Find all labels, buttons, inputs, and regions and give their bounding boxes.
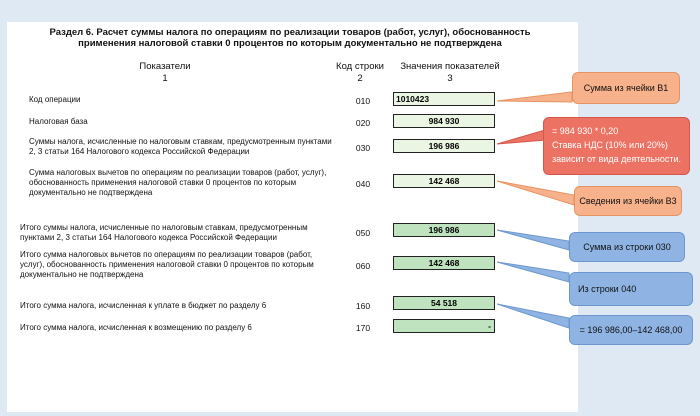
row-label-040: Сумма налоговых вычетов по операциям по реализации товаров (работ, услуг), обоснованность применения налоговой ставки 0 процентов по которым документально не подтверждена [29,168,327,197]
row-code-160: 160 [355,301,371,311]
callout-vat-formula [543,117,690,175]
row-value-050[interactable]: 196 986 [393,223,495,237]
title-line-1: Раздел 6. Расчет суммы налога по операциям по реализации товаров (работ, услуг), обоснованность [49,27,531,38]
row-value-160[interactable]: 54 518 [393,296,495,310]
row-code-050: 050 [355,228,371,238]
row-code-010: 010 [355,96,371,106]
callout-source-b1 [572,72,680,104]
row-label-050: Итого суммы налога, исчисленные по налоговым ставкам, предусмотренным пунктами 2, 3 статьи 164 Налогового кодекса Российской Федерации [20,223,308,242]
section-title [40,27,540,49]
row-label-170: Итого сумма налога, исчисленная к возмещению по разделу 6 [20,323,252,332]
callout-from-040-text: Из строки 040 [578,284,637,294]
callout-difference-text: = 196 986,00–142 468,00 [579,325,683,335]
row-label-020: Налоговая база [29,117,88,126]
header-num-2: 2 [357,73,363,84]
callout-from-030-text: Сумма из строки 030 [583,242,671,252]
callout-vat-formula-line2: Ставка НДС (10% или 20%) зависит от вида деятельности. [552,140,682,164]
callout-source-b3 [574,186,682,216]
callout-from-030 [569,232,685,262]
row-value-060[interactable]: 142 468 [393,256,495,270]
row-code-040: 040 [355,179,371,189]
row-value-040[interactable]: 142 468 [393,174,495,188]
row-label-160: Итого сумма налога, исчисленная к уплате в бюджет по разделу 6 [20,301,267,310]
header-indicators: Показатели [139,61,191,72]
callout-from-040 [569,272,693,306]
row-code-060: 060 [355,261,371,271]
row-label-030: Суммы налога, исчисленные по налоговым ставкам, предусмотренным пунктами 2, 3 статьи 164 Налогового кодекса Российской Федерации [29,137,332,156]
row-value-170[interactable]: - [393,319,495,333]
callout-source-b3-text: Сведения из ячейки В3 [579,196,677,206]
header-code: Код строки [336,61,384,72]
row-value-030[interactable]: 196 986 [393,139,495,153]
row-value-010[interactable]: 1010423 [393,92,495,106]
header-values: Значения показателей [400,61,500,72]
header-num-1: 1 [162,73,168,84]
title-line-2: применения налоговой ставки 0 процентов по которым документально не подтверждена [78,38,502,49]
header-num-3: 3 [447,73,453,84]
callout-difference [569,315,693,345]
callout-vat-formula-line1: = 984 930 * 0,20 [552,126,619,136]
row-label-060: Итого сумма налоговых вычетов по операциям по реализации товаров (работ, услуг), обоснованность применения налоговой ставки 0 процентов по которым документально не подтверждена [20,250,314,279]
row-code-020: 020 [355,118,371,128]
row-code-170: 170 [355,323,371,333]
row-label-010: Код операции [29,95,81,104]
row-code-030: 030 [355,143,371,153]
row-value-020[interactable]: 984 930 [393,114,495,128]
callout-source-b1-text: Сумма из ячейки В1 [583,83,669,93]
